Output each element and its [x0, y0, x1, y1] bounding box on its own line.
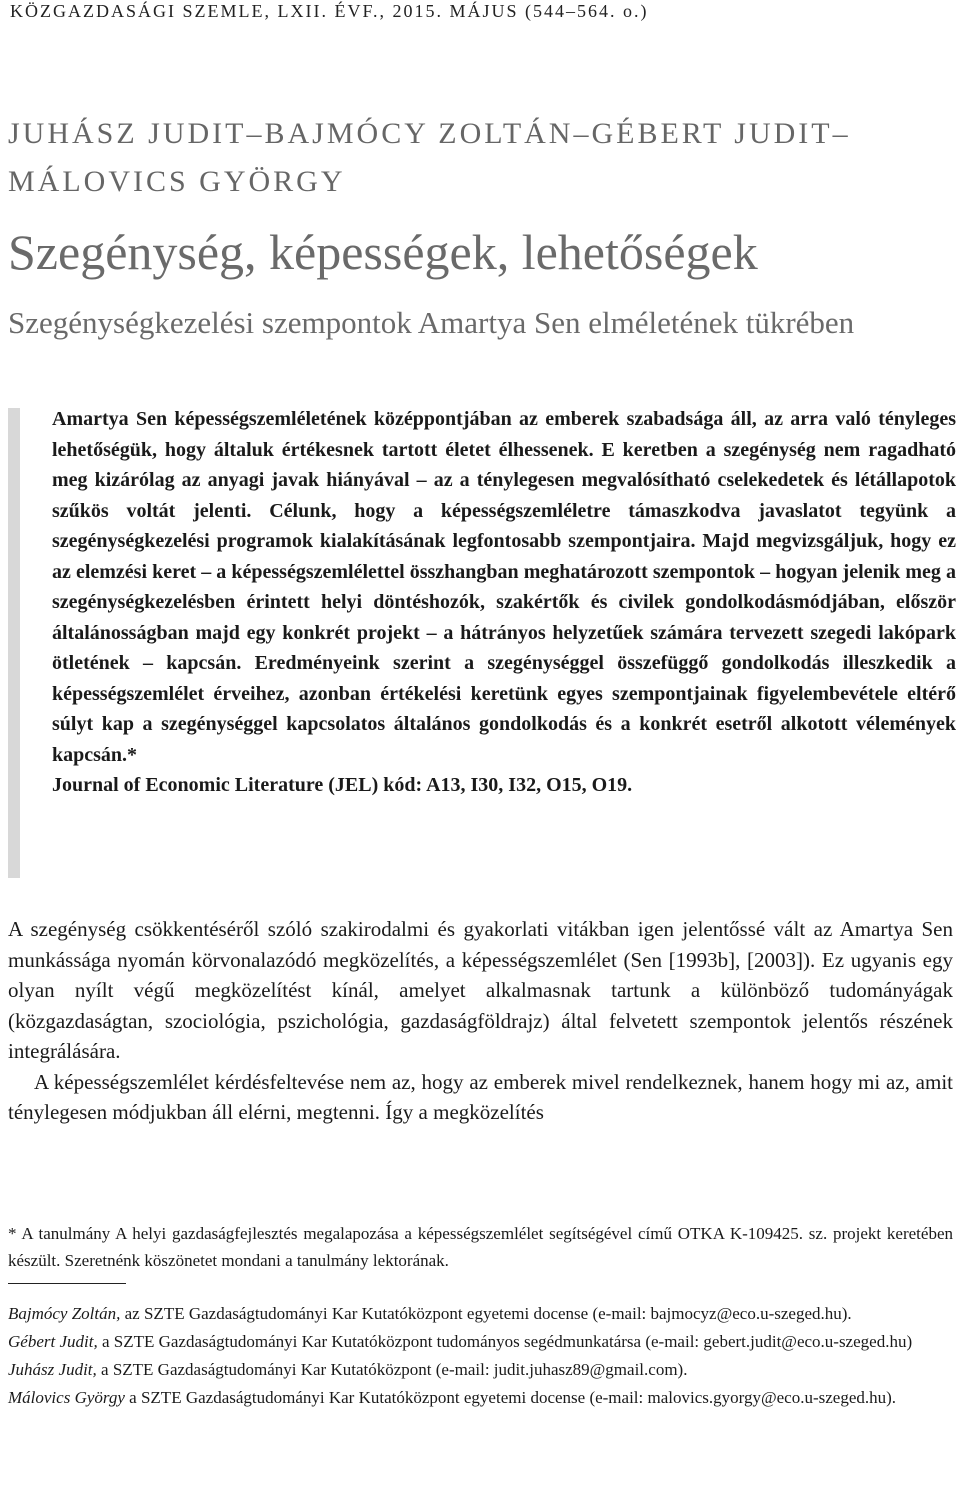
- author-affiliations: [8, 1300, 953, 1412]
- affiliation-name: Juhász Judit,: [8, 1360, 97, 1379]
- abstract-text: Amartya Sen képességszemléletének középpontjában az emberek szabadsága áll, az arra való tényleges lehetőségük, hogy általuk értékesnek tartott életet élhessenek. E keretben a szegénység nem ragadható meg kizárólag az anyagi javak hiányával – az a ténylegesen megvalósítható cselekedetek és létállapotok szűkös voltát jelenti. Célunk, hogy a képességszemléletre támaszkodva javaslatot tegyünk a szegénységkezelési programok kialakításának legfontosabb szempontjaira. Majd megvizsgáljuk, hogy ez az elemzési keret – a képességszemlélettel összhangban meghatározott szempontok – hogyan jelenik meg a szegénységkezelésben érintett helyi döntéshozók, szakértők és civilek gondolkodásmódjában, először általánosságban majd egy konkrét projekt – a hátrányos helyzetűek számára tervezett szegedi lakópark ötletének – kapcsán. Eredményeink szerint a szegénységgel összefüggő gondolkodás illeszkedik a képességszemlélet érveihez, azonban értékelési keretünk egyes szempontjainak figyelembevétele eltérő súlyt kap a szegénységgel kapcsolatos általános gondolkodás és a konkrét esetről alkotott vélemények kapcsán.*: [52, 408, 956, 766]
- affiliation-name: Málovics György: [8, 1388, 125, 1407]
- authors-line-1: JUHÁSZ JUDIT–BAJMÓCY ZOLTÁN–GÉBERT JUDIT–: [8, 117, 851, 150]
- affiliation-details: a SZTE Gazdaságtudományi Kar Kutatóközpont tudományos segédmunkatársa (e-mail: gebert.judit@eco.u-szeged.hu): [97, 1332, 913, 1351]
- affiliation-item: [8, 1328, 953, 1356]
- abstract-side-bar: [8, 408, 20, 878]
- body-text: [8, 914, 953, 1128]
- authors-line-2: MÁLOVICS GYÖRGY: [8, 165, 346, 198]
- body-paragraph-2: A képességszemlélet kérdésfeltevése nem az, hogy az emberek mivel rendelkeznek, hanem hogy mi az, amit ténylegesen módjukban áll elérni, megtenni. Így a megközelítés: [8, 1069, 953, 1124]
- affiliation-item: [8, 1384, 953, 1412]
- article-title: Szegénység, képességek, lehetőségek: [8, 224, 758, 280]
- abstract: [52, 404, 956, 801]
- footnote-divider: [8, 1283, 126, 1284]
- affiliation-item: [8, 1300, 953, 1328]
- affiliation-name: Gébert Judit,: [8, 1332, 98, 1351]
- footnote: * A tanulmány A helyi gazdaságfejlesztés megalapozása a képességszemlélet segítségével című OTKA K-109425. sz. projekt keretében készült. Szeretnénk köszönetet mondani a tanulmány lektorának.: [8, 1224, 953, 1270]
- affiliation-details: az SZTE Gazdaságtudományi Kar Kutatóközpont egyetemi docense (e-mail: bajmocyz@eco.u-szeged.hu).: [120, 1304, 852, 1323]
- article-subtitle: Szegénységkezelési szempontok Amartya Sen elméletének tükrében: [8, 305, 855, 340]
- affiliation-details: a SZTE Gazdaságtudományi Kar Kutatóközpont (e-mail: judit.juhasz89@gmail.com).: [96, 1360, 688, 1379]
- jel-codes: Journal of Economic Literature (JEL) kód: A13, I30, I32, O15, O19.: [52, 774, 633, 796]
- affiliation-item: [8, 1356, 953, 1384]
- journal-header: KÖZGAZDASÁGI SZEMLE, LXII. ÉVF., 2015. MÁJUS (544–564. o.): [10, 1, 649, 21]
- affiliation-details: a SZTE Gazdaságtudományi Kar Kutatóközpont egyetemi docense (e-mail: malovics.gyorgy@eco.u-szeged.hu).: [124, 1388, 897, 1407]
- author-list: [8, 110, 953, 206]
- body-paragraph-1: A szegénység csökkentéséről szóló szakirodalmi és gyakorlati vitákban igen jelentőssé vált az Amartya Sen munkássága nyomán körvonalazódó megközelítés, a képességszemlélet (Sen [1993b], [2003]). Ez ugyanis egy olyan nyílt végű megközelítést kínál, amelyet alkalmasnak tartunk a különböző tudományágak (közgazdaságtan, szociológia, pszichológia, gazdaságföldrajz) által felvetett szempontok jelentős részének integrálására.: [8, 917, 953, 1063]
- affiliation-name: Bajmócy Zoltán,: [8, 1304, 121, 1323]
